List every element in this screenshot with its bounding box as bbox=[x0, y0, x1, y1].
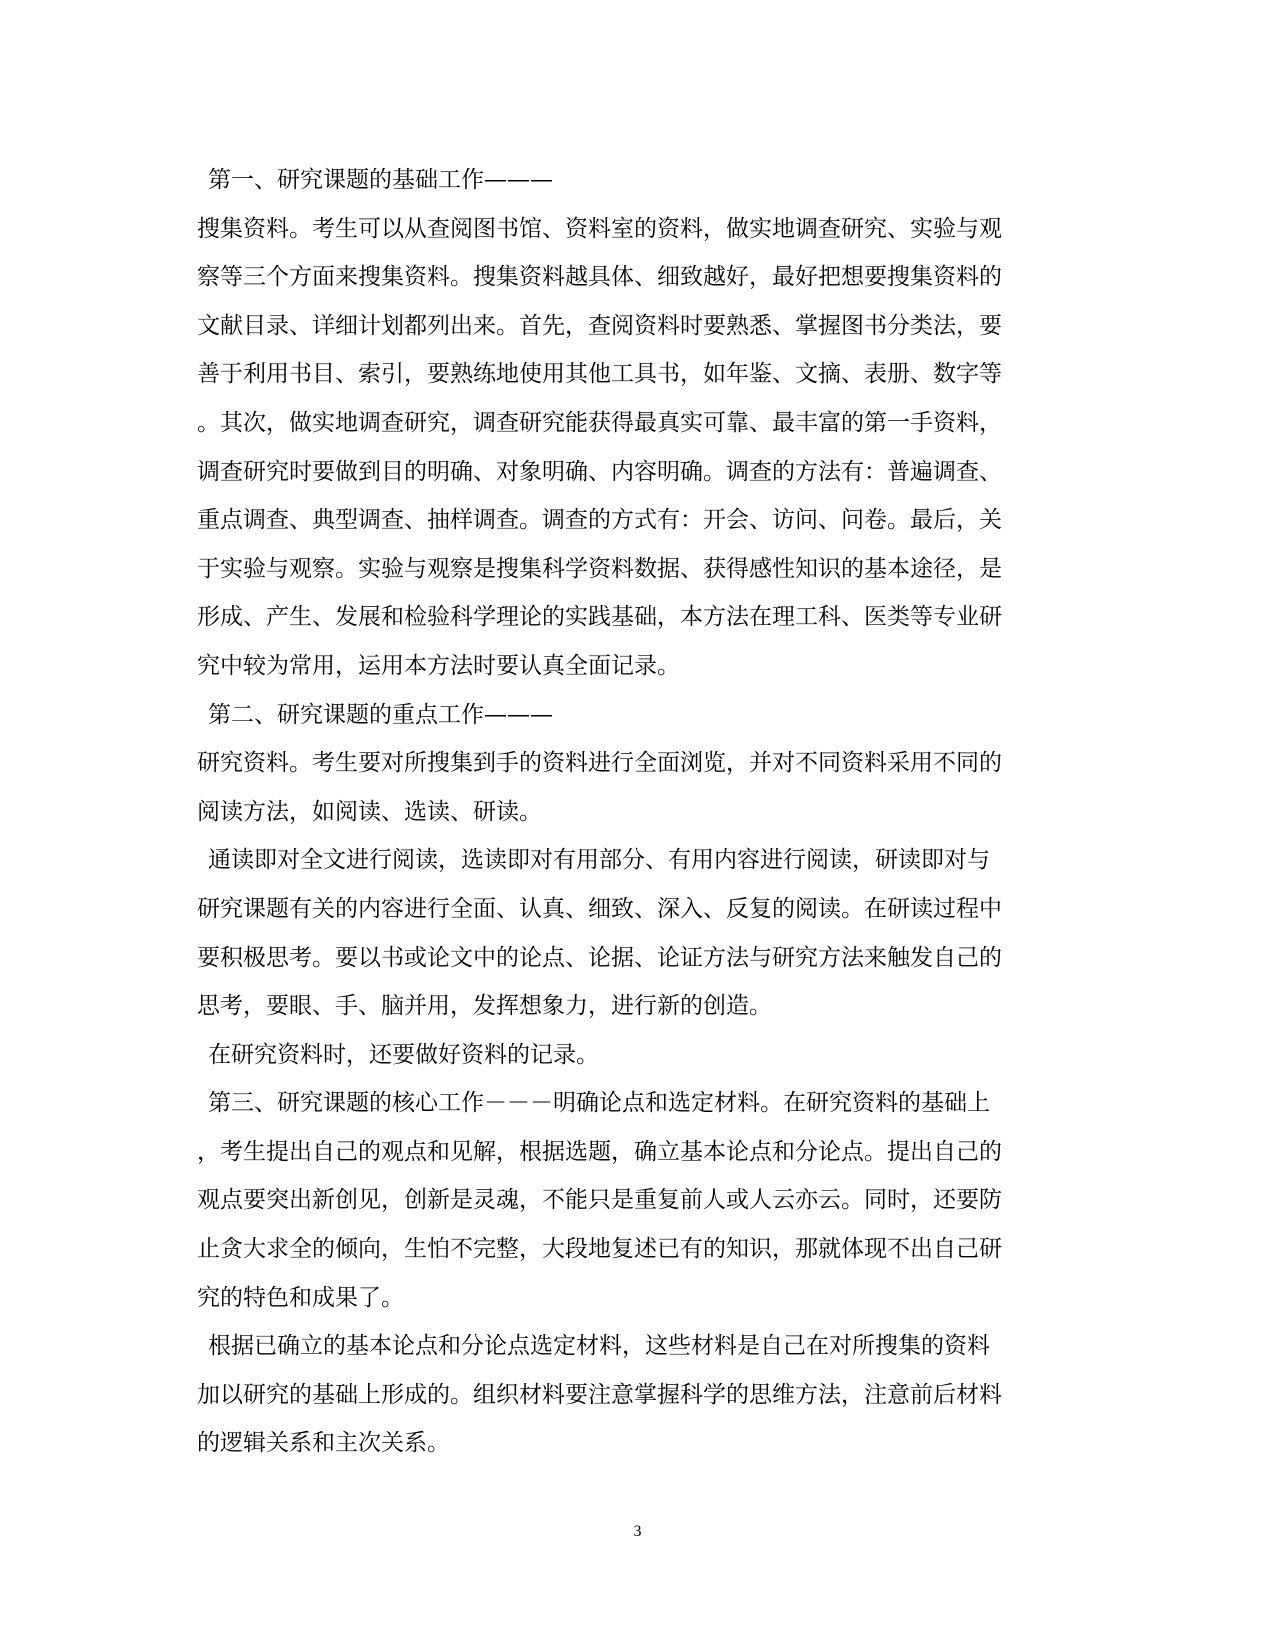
text-line: 在研究资料时，还要做好资料的记录。 bbox=[208, 1041, 599, 1068]
text-line: 究中较为常用，运用本方法时要认真全面记录。 bbox=[197, 652, 680, 679]
document-body bbox=[197, 156, 1077, 1468]
text-line: 调查研究时要做到目的明确、对象明确、内容明确。调查的方法有：普遍调查、 bbox=[197, 458, 1002, 485]
text-line: 文献目录、详细计划都列出来。首先，查阅资料时要熟悉、掌握图书分类法，要 bbox=[197, 312, 1002, 339]
text-line: 第一、研究课题的基础工作——— bbox=[208, 167, 553, 193]
text-line: 的逻辑关系和主次关系。 bbox=[197, 1430, 450, 1457]
text-line: 加以研究的基础上形成的。组织材料要注意掌握科学的思维方法，注意前后材料 bbox=[197, 1381, 1002, 1408]
text-line: 。其次，做实地调查研究，调查研究能获得最真实可靠、最丰富的第一手资料， bbox=[197, 409, 1002, 436]
text-line: 阅读方法，如阅读、选读、研读。 bbox=[197, 798, 542, 825]
page-number: 3 bbox=[633, 1523, 642, 1540]
text-line: 止贪大求全的倾向，生怕不完整，大段地复述已有的知识，那就体现不出自己研 bbox=[197, 1236, 1002, 1263]
text-line: 察等三个方面来搜集资料。搜集资料越具体、细致越好，最好把想要搜集资料的 bbox=[197, 264, 1002, 291]
text-line: 观点要突出新创见，创新是灵魂，不能只是重复前人或人云亦云。同时，还要防 bbox=[197, 1187, 1002, 1214]
text-line: 第三、研究课题的核心工作－－－明确论点和选定材料。在研究资料的基础上 bbox=[208, 1090, 990, 1117]
text-line: 思考，要眼、手、脑并用，发挥想象力，进行新的创造。 bbox=[197, 993, 772, 1020]
text-line: 研究资料。考生要对所搜集到手的资料进行全面浏览，并对不同资料采用不同的 bbox=[197, 750, 1002, 777]
text-line: 于实验与观察。实验与观察是搜集科学资料数据、获得感性知识的基本途径，是 bbox=[197, 555, 1002, 582]
text-line: 通读即对全文进行阅读，选读即对有用部分、有用内容进行阅读，研读即对与 bbox=[208, 847, 990, 874]
text-line: 要积极思考。要以书或论文中的论点、论据、论证方法与研究方法来触发自己的 bbox=[197, 944, 1002, 971]
text-line: 形成、产生、发展和检验科学理论的实践基础，本方法在理工科、医类等专业研 bbox=[197, 604, 1002, 631]
text-line: 搜集资料。考生可以从查阅图书馆、资料室的资料，做实地调查研究、实验与观 bbox=[197, 215, 1002, 242]
text-line: 善于利用书目、索引，要熟练地使用其他工具书，如年鉴、文摘、表册、数字等 bbox=[197, 361, 1002, 388]
text-line: ，考生提出自己的观点和见解，根据选题，确立基本论点和分论点。提出自己的 bbox=[197, 1138, 1002, 1165]
text-line: 研究课题有关的内容进行全面、认真、细致、深入、反复的阅读。在研读过程中 bbox=[197, 895, 1002, 922]
text-line: 第二、研究课题的重点工作——— bbox=[208, 701, 553, 728]
text-line: 重点调查、典型调查、抽样调查。调查的方式有：开会、访问、问卷。最后，关 bbox=[197, 507, 1002, 534]
text-line: 究的特色和成果了。 bbox=[197, 1284, 404, 1311]
text-line: 根据已确立的基本论点和分论点选定材料，这些材料是自己在对所搜集的资料 bbox=[208, 1333, 990, 1360]
